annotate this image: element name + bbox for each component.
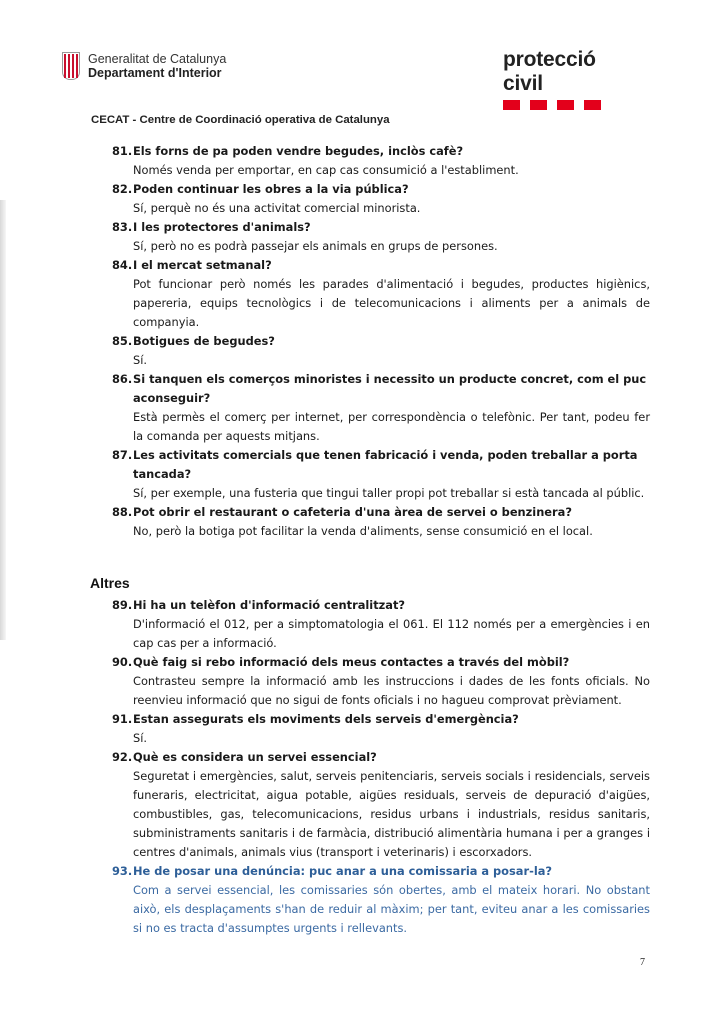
document-body [90,142,650,938]
section-title: Altres [90,575,130,591]
answer-text: Sí, perquè no és una activitat comercial minorista. [133,201,421,215]
faq-item [90,142,650,180]
question-number: 81. [112,144,133,158]
question-text: Què faig si rebo informació dels meus contactes a través del mòbil? [133,655,570,669]
question-number: 83. [112,220,133,234]
question-text: Les activitats comercials que tenen fabricació i venda, poden treballar a porta tancada? [133,448,638,481]
page-edge-shadow [0,200,6,640]
question-number: 89. [112,598,133,612]
question-text: Estan assegurats els moviments dels serveis d'emergència? [133,712,519,726]
faq-item [90,503,650,541]
faq-item [90,256,650,332]
answer-text: No, però la botiga pot facilitar la venda d'aliments, sense consumició en el local. [133,524,593,538]
answer-text: Només venda per emportar, en cap cas consumició a l'establiment. [133,163,519,177]
faq-item [90,370,650,446]
question-number: 91. [112,712,133,726]
faq-item [90,218,650,256]
department-name: Departament d'Interior [88,66,222,80]
answer-text: Sí, per exemple, una fusteria que tingui taller propi pot treballar si està tancada al públic. [133,486,645,500]
faq-item [90,862,650,938]
answer-text: Sí. [133,731,148,745]
question-text: I el mercat setmanal? [133,258,272,272]
answer-text: Pot funcionar però només les parades d'alimentació i begudes, productes higiènics, papereria, equips tecnològics i de telecomunicacions i aliments per a animals de companyia. [133,277,650,329]
faq-item [90,180,650,218]
answer-text: Sí. [133,353,148,367]
question-text: He de posar una denúncia: puc anar a una comissaria a posar-la? [133,864,553,878]
faq-item [90,653,650,710]
question-text: Hi ha un telèfon d'informació centralitzat? [133,598,406,612]
question-text: Poden continuar les obres a la via pública? [133,182,409,196]
question-number: 88. [112,505,133,519]
generalitat-name: Generalitat de Catalunya [88,52,227,66]
question-number: 90. [112,655,133,669]
faq-item [90,446,650,503]
question-text: I les protectores d'animals? [133,220,311,234]
question-number: 92. [112,750,133,764]
faq-item [90,596,650,653]
question-text: Els forns de pa poden vendre begudes, inclòs cafè? [133,144,464,158]
proteccio-civil-text: protecció civil [503,48,596,95]
question-number: 93. [112,864,133,878]
question-number: 84. [112,258,133,272]
proteccio-civil-logo [503,48,633,110]
page-number: 7 [640,957,645,968]
answer-text: Seguretat i emergències, salut, serveis penitenciaris, serveis socials i residencials, serveis funeraris, electricitat, aigua potable, aigües residuals, serveis de depuració d'aigües, combustibles, gas, telecomunicacions, residus urbans i industrials, residus sanitaris, subministraments sanitaris i de farmàcia, distribució alimentària humana i per a granges i centres d'animals, animals vius (transport i veterinaris) i escorxadors. [133,769,650,859]
question-number: 82. [112,182,133,196]
faq-item [90,748,650,862]
question-text: Si tanquen els comerços minoristes i necessito un producte concret, com el puc aconseguir? [133,372,647,405]
senyera-emblem-icon [62,52,80,80]
red-squares-icon [503,100,633,110]
question-number: 85. [112,334,133,348]
question-text: Botigues de begudes? [133,334,275,348]
question-number: 86. [112,372,133,386]
answer-text: Està permès el comerç per internet, per correspondència o telefònic. Per tant, podeu fer la comanda per aquests mitjans. [133,410,650,443]
faq-item [90,710,650,748]
answer-text: Sí, però no es podrà passejar els animals en grups de persones. [133,239,498,253]
answer-text: Com a servei essencial, les comissaries són obertes, amb el mateix horari. No obstant això, els desplaçaments s'han de reduir al màxim; per tant, eviteu anar a les comissaries si no es tracta d'assumptes urgents i rellevants. [133,883,650,935]
generalitat-logo [62,52,226,80]
question-text: Pot obrir el restaurant o cafeteria d'una àrea de servei o benzinera? [133,505,572,519]
faq-list-commerce [90,142,650,541]
document-subtitle: CECAT - Centre de Coordinació operativa de Catalunya [91,114,390,126]
faq-list-others [90,596,650,938]
question-number: 87. [112,448,133,462]
faq-item [90,332,650,370]
answer-text: D'informació el 012, per a simptomatologia el 061. El 112 només per a emergències i en cap cas per a informació. [133,617,650,650]
question-text: Què es considera un servei essencial? [133,750,377,764]
answer-text: Contrasteu sempre la informació amb les instruccions i dades de les fonts oficials. No reenvieu informació que no sigui de fonts oficials i no hagueu comprovat prèviament. [133,674,650,707]
